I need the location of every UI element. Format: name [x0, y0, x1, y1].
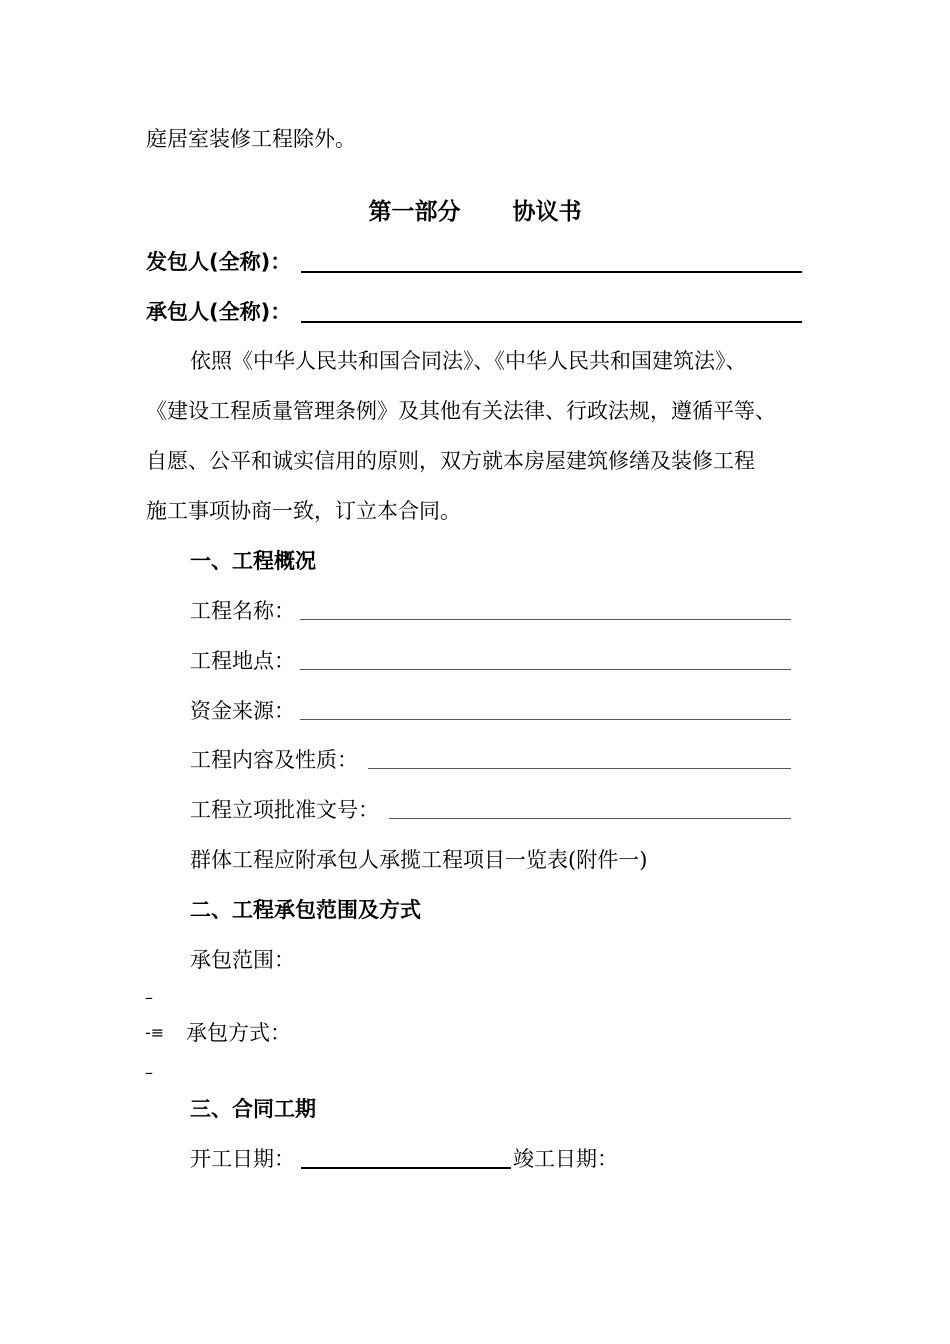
- approval-number-label: 工程立项批准文号：: [190, 798, 379, 822]
- project-content-blank[interactable]: [368, 768, 791, 769]
- para-line-2: 《建设工程质量管理条例》及其他有关法律、行政法规，遵循平等、: [146, 399, 776, 423]
- start-date-label: 开工日期：: [190, 1147, 295, 1171]
- para-line-1: 依照《中华人民共和国合同法》、《中华人民共和国建筑法》、: [190, 349, 747, 373]
- project-location-blank[interactable]: [300, 669, 791, 670]
- method-marker-dash: –: [145, 1063, 153, 1082]
- method-marker: -≡: [145, 1023, 165, 1042]
- contractor-label: 承包人(全称)：: [146, 300, 292, 324]
- funding-source-blank[interactable]: [300, 719, 791, 720]
- contract-scope-label: 承包范围：: [190, 948, 295, 972]
- para-line-3: 自愿、公平和诚实信用的原则，双方就本房屋建筑修缮及装修工程: [146, 449, 755, 473]
- funding-source-label: 资金来源：: [190, 699, 295, 723]
- para-line-4: 施工事项协商一致，订立本合同。: [146, 499, 461, 523]
- project-name-blank[interactable]: [300, 619, 791, 620]
- section1-heading: 一、工程概况: [190, 549, 316, 573]
- project-name-label: 工程名称：: [190, 599, 295, 623]
- section2-heading: 二、工程承包范围及方式: [190, 898, 421, 922]
- project-location-label: 工程地点：: [190, 649, 295, 673]
- title-name: 协议书: [512, 199, 582, 225]
- project-content-label: 工程内容及性质：: [190, 748, 358, 772]
- page-title: [0, 198, 950, 226]
- contract-method-label: 承包方式：: [186, 1021, 291, 1045]
- section3-heading: 三、合同工期: [190, 1097, 316, 1121]
- title-part: 第一部分: [368, 199, 461, 225]
- end-date-label: 竣工日期：: [513, 1147, 618, 1171]
- contractor-blank[interactable]: [301, 321, 802, 323]
- employer-blank[interactable]: [301, 271, 802, 273]
- scope-marker-dash: –: [145, 988, 153, 1007]
- approval-number-blank[interactable]: [389, 818, 791, 819]
- employer-label: 发包人(全称)：: [146, 250, 292, 274]
- intro-tail-text: 庭居室装修工程除外。: [146, 127, 356, 151]
- group-project-note: 群体工程应附承包人承揽工程项目一览表(附件一): [190, 848, 648, 872]
- start-date-blank[interactable]: [301, 1167, 511, 1169]
